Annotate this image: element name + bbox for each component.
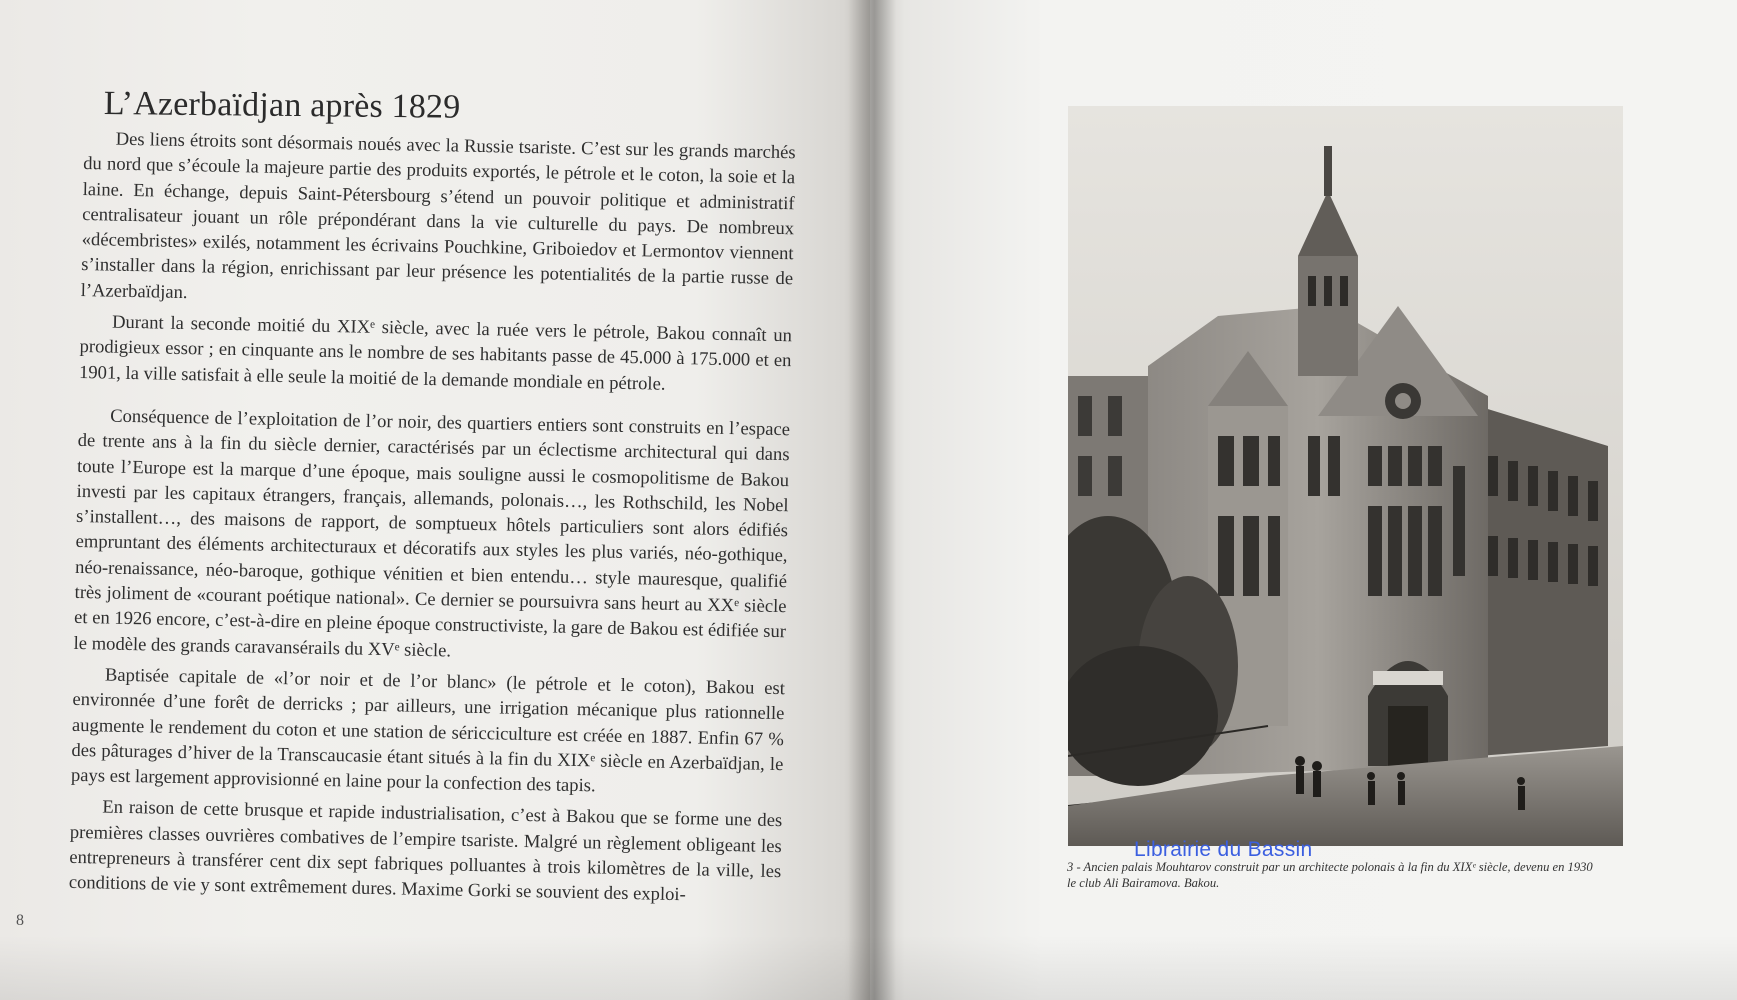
caption-line: le club Ali Bairamova. Bakou. (1067, 876, 1220, 890)
paragraph: Baptisée capitale de «l’or noir et de l’or blanc» (le pétrole et le coton), Bakou est environnée d’une forêt de derricks ; par ailleurs, une irrigation mécanique plus rationnelle augmente le rendement du coton et une station de séricciculture est créée en 1887. Enfin 67 % des pâturages d’hiver de la Transcaucasie étant situés à la fin du XIXᵉ siècle en Azerbaïdjan, le pays est largement approvisionné en laine pour la confection des tapis. (70, 664, 786, 797)
page-shadow (0, 935, 1737, 1000)
photo-caption (1067, 859, 1647, 891)
book-gutter (848, 0, 896, 1000)
page-number: 8 (16, 912, 24, 929)
watermark-text: Librairie du Bassin (1134, 838, 1313, 861)
paragraph: Conséquence de l’exploitation de l’or noir, des quartiers entiers sont construits en l’espace de trente ans à la fin du siècle dernier, caractérisés par un éclectisme architectural qui dans toute l’Europe est la marque d’une époque, mais souligne aussi le cosmopolitisme de Bakou investi par les capitaux étrangers, français, allemands, polonais…, les Rothschild, les Nobel s’installent…, des maisons de rapport, de somptueux hôtels particuliers sont alors édifiés empruntant des éléments architecturaux et décoratifs aux styles les plus variés, néo-gothique, néo-renaissance, néo-baroque, gothique vénitien et bien entendu… style mauresque, qualifié très joliment de «courant poétique national». Ce dernier se poursuivra sans heurt au XXᵉ siècle et en 1926 encore, c’est-à-dire en pleine époque constructiviste, la gare de Bakou est édifiée sur le modèle des grands caravansérails du XVᵉ siècle. (73, 405, 791, 662)
chapter-title: L’Azerbaïdjan après 1829 (103, 85, 461, 126)
body-text (68, 126, 795, 916)
paragraph: Durant la seconde moitié du XIXᵉ siècle, avec la ruée vers le pétrole, Bakou connaît un prodigieux essor ; en cinquante ans le nombre de ses habitants passe de 45.000 à 175.000 et en 1901, la ville satisfait à elle seule la moitié de la demande mondiale en pétrole. (78, 311, 793, 395)
paragraph: Des liens étroits sont désormais noués avec la Russie tsariste. C’est sur les grands marchés du nord que s’écoule la majeure partie des produits exportés, le pétrole et le coton, la soie et la laine. En échange, depuis Saint-Pétersbourg s’étend un pouvoir politique et administratif centralisateur jouant un rôle prépondérant dans la vie culturelle du pays. De nombreux «décembristes» exilés, notamment les écrivains Pouchkine, Griboiedov et Lermontov viennent s’installer dans la région, enrichissant par leur présence les potentialités de la partie russe de l’Azerbaïdjan. (80, 128, 796, 303)
building-photo (1068, 106, 1623, 846)
caption-line: 3 - Ancien palais Mouhtarov construit par un architecte polonais à la fin du XIXᵉ siècle, devenu en 1930 (1067, 860, 1593, 874)
paragraph: En raison de cette brusque et rapide industrialisation, c’est à Bakou que se forme une des premières classes ouvrières combatives de l’empire tsariste. Malgré un règlement obligeant les entrepreneurs à transférer cent dix sept fabriques polluantes à trois kilomètres de la ville, les conditions de vie y sont extrêmement dures. Maxime Gorki se souvient des exploi- (68, 796, 783, 906)
